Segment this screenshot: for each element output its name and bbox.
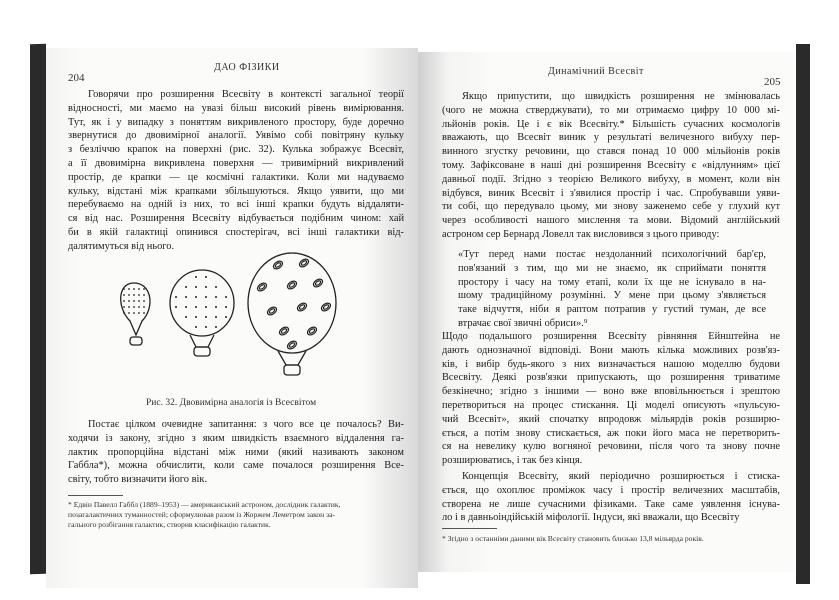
galaxy-ring (306, 326, 318, 337)
book-cover-left (30, 44, 46, 575)
text-line: шому традиційному розумінні. У мене при цьому з'являється (458, 290, 766, 302)
galaxy-dot (215, 316, 217, 318)
galaxy-dot (205, 276, 207, 278)
galaxy-dot (195, 316, 197, 318)
text-line: давньої події. Згідно з теорією Великого вибуху, в момент, коли він (442, 173, 780, 185)
text-line: Тут, як і у випадку з поняттям викривленого простору, буде доречно (68, 116, 404, 128)
galaxy-dot (143, 306, 145, 308)
galaxy-dot (138, 312, 140, 314)
galaxy-dot (205, 296, 207, 298)
text-line: Постає цілком очевидне запитання: з чого все це почалось? Ви- (88, 419, 404, 430)
footnote (68, 500, 341, 530)
galaxy-dot (133, 306, 135, 308)
text-line: розширюватись, і так без кінця. (442, 455, 583, 467)
galaxy-ring (266, 306, 278, 317)
galaxy-dot (225, 306, 227, 308)
text-line: дають однозначної відповіді. Вони мають кілька можливих розв'яз- (442, 344, 780, 356)
galaxy-dot (175, 296, 177, 298)
text-line: безкінечно; згідно з іншими — воно вже вповільнюється і зрештою (442, 386, 780, 398)
galaxy-dot (128, 294, 130, 296)
right-page (418, 52, 794, 572)
text-line: гального розбігання галактик, створив класифікацію галактик. (68, 520, 271, 529)
galaxy-ring (272, 260, 284, 271)
galaxy-ring (312, 278, 324, 289)
galaxy-dot (175, 306, 177, 308)
text-line: втрачає свої звичні обриси».⁹ (458, 317, 588, 329)
text-line: астроном сер Бернард Ловелл так висловився з цього приводу: (442, 228, 720, 240)
galaxy-dot (215, 306, 217, 308)
text-line: ється, а потім знову стискається, аж поки його маса не перетворить- (442, 427, 780, 439)
galaxy-dot (133, 300, 135, 302)
galaxy-dot (143, 312, 145, 314)
paragraph (442, 330, 780, 468)
galaxy-dot (128, 312, 130, 314)
galaxy-dot (128, 306, 130, 308)
text-line: Концепція Всесвіту, який періодично розширюється і стиска- (462, 471, 780, 482)
text-line: а її двовимірна викривлена поверхня — тривимірний викривлений (68, 157, 404, 169)
galaxy-dot (205, 316, 207, 318)
galaxy-dot (138, 306, 140, 308)
text-line: позагалактичних туманностей; сформулював разом із Жоржем Леметром закон за- (68, 510, 336, 519)
galaxy-dot (128, 300, 130, 302)
galaxy-dot (195, 326, 197, 328)
galaxy-dot (185, 306, 187, 308)
galaxy-dot (123, 300, 125, 302)
galaxy-dot (185, 286, 187, 288)
galaxy-dot (225, 316, 227, 318)
galaxy-dot (123, 312, 125, 314)
text-line: світу, тобто визначити його вік. (68, 474, 208, 486)
galaxy-ring (256, 282, 268, 293)
galaxy-dot (205, 326, 207, 328)
text-line: простір, де крапки — це космічні галактики. Коли ми надуваємо (68, 171, 404, 183)
galaxy-dot (225, 296, 227, 298)
text-line: ків, і вибір будь-якого з них визначається нашою моделлю будови (442, 358, 780, 370)
galaxy-dot (138, 300, 140, 302)
text-line: лактик пропорційна відстані між ними (який називають законом (68, 446, 404, 458)
page-number: 204 (68, 72, 85, 84)
text-line: льйонів років. Це і є вік Всесвіту.* Більшість сучасних космологів (442, 118, 780, 130)
paragraph (68, 88, 404, 254)
galaxy-ring (278, 326, 290, 337)
galaxy-ring (320, 302, 332, 313)
galaxy-ring (298, 258, 310, 269)
text-line: перетвориться на процес стискання. Ці моделі описують «пульсую- (442, 399, 780, 411)
running-head: ДАО ФІЗИКИ (214, 62, 280, 73)
galaxy-dot (133, 288, 135, 290)
galaxy-dot (215, 326, 217, 328)
text-line: кульку, відстані між крапками збільшуються. Якщо уявити, що ми (68, 185, 404, 197)
galaxy-dot (215, 286, 217, 288)
text-line: таке відчуття, ніби я раптом потрапив у густий туман, де все (458, 304, 766, 316)
galaxy-dot (195, 286, 197, 288)
page-number: 205 (764, 76, 781, 88)
text-line: ло і в давньоіндійській міфології. Індуси, які вважали, що Всесвіту (442, 512, 740, 524)
galaxy-ring (286, 280, 298, 291)
text-line: ється, що охоплює проміжок часу і простір величезних масштабів, (442, 484, 780, 496)
paragraph (68, 418, 404, 487)
galaxy-dot (195, 296, 197, 298)
galaxy-dot (138, 288, 140, 290)
galaxy-dot (215, 296, 217, 298)
text-line: перебуваємо на одній із них, то всі інші крапки будуть віддаляти- (68, 199, 404, 211)
footnote-rule (442, 528, 497, 529)
galaxy-dot (128, 288, 130, 290)
text-line: ти собі, що передувало цьому, ми знову заженемо себе у глухий кут (442, 201, 780, 213)
galaxy-dot (138, 294, 140, 296)
galaxy-dot (143, 294, 145, 296)
galaxy-dot (133, 312, 135, 314)
balloon-figure (112, 243, 342, 393)
footnote (442, 534, 704, 544)
text-line: відбувся, виник Всесвіт і з'явилися простір і час. Спробувавши уяви- (442, 187, 780, 199)
galaxy-dot (205, 306, 207, 308)
text-line: пов'язаний з тим, що ми не знаємо, як сприймати поняття (458, 262, 766, 274)
text-line: Габбла*), можна обчислити, коли саме почалося розширення Все- (68, 460, 404, 472)
galaxy-dot (185, 296, 187, 298)
text-line: простору і часу на тому етапі, коли їх ще не існувало в на- (458, 276, 766, 288)
text-line: через особливості нашого мислення та мови. Відомий англійський (442, 215, 780, 227)
text-line: Щодо подальшого розширення Всесвіту рівняння Ейнштейна не (442, 331, 780, 342)
text-line: звернутися до двовимірної аналогії. Уявімо собі повітряну кульку (68, 130, 404, 142)
text-line: далятимуться від нього. (68, 240, 175, 252)
galaxy-dot (133, 294, 135, 296)
book-cover-right (796, 44, 810, 584)
text-line: відносності, ми маємо на увазі більш високий рівень вимірювання. (68, 102, 404, 114)
text-line: ся від нас. Розширення Всесвіту відбувається подібним чином: хай (68, 213, 404, 225)
text-line: з безліччю крапок на поверхні (рис. 32). Кулька зображує Всесвіт, (68, 144, 404, 156)
galaxy-dot (123, 294, 125, 296)
text-line: «Тут перед нами постає нездоланний психологічний бар'єр, (458, 249, 766, 260)
text-line: ходячи із закону, згідно з яким швидкість взаємного віддалення га- (68, 432, 404, 444)
galaxy-dot (195, 306, 197, 308)
text-line: * Едвін Павелл Габбл (1889–1953) — американський астроном, дослідник галактик, (68, 500, 341, 509)
galaxy-dot (185, 316, 187, 318)
paragraph (442, 90, 780, 242)
block-quote (458, 248, 766, 331)
paragraph (442, 470, 780, 525)
left-page (46, 48, 418, 588)
galaxy-dot (143, 300, 145, 302)
galaxy-ring (286, 340, 298, 351)
text-line: Всесвіту. Деякі розв'язки припускають, що розширення триватиме (442, 372, 780, 384)
galaxy-ring (296, 302, 308, 313)
galaxy-dot (195, 276, 197, 278)
text-line: ся на невелику кулю вогняної речовини, після чого та знову почне (442, 441, 780, 453)
text-line: винного згустку речовини, що стався понад 10 000 мільйонів років (442, 146, 780, 158)
galaxy-dot (123, 288, 125, 290)
text-line: Якщо припустити, що швидкість розширення не змінювалась (462, 91, 780, 102)
text-line: * Згідно з останніми даними вік Всесвіту становить близько 13,8 мільярда років. (442, 534, 704, 543)
text-line: би в якій галактиці опинився спостерігач, всі інші галактики від- (68, 226, 404, 238)
text-line: (чого не можна стверджувати), то ми отримаємо цифру 10 000 мі- (442, 104, 780, 116)
text-line: чий Всесвіт», який спочатку впродовж мільярдів років розширю- (442, 413, 780, 425)
text-line: вважають, що Всесвіт виник у результаті величезного вибуху пер- (442, 132, 780, 144)
footnote-rule (68, 495, 123, 496)
galaxy-dot (205, 286, 207, 288)
galaxy-dot (143, 288, 145, 290)
running-head: Динамічний Всесвіт (548, 66, 644, 77)
figure-caption: Рис. 32. Двовимірна аналогія із Всесвітом (146, 398, 317, 408)
text-line: створена не лише сучасними фізиками. Таке саме уявлення існува- (442, 498, 780, 510)
text-line: Говорячи про розширення Всесвіту в контексті загальної теорії (88, 89, 404, 100)
text-line: тому. Зафіксоване в наші дні розширення Всесвіту є «відлунням» цієї (442, 159, 780, 171)
galaxy-dot (123, 306, 125, 308)
